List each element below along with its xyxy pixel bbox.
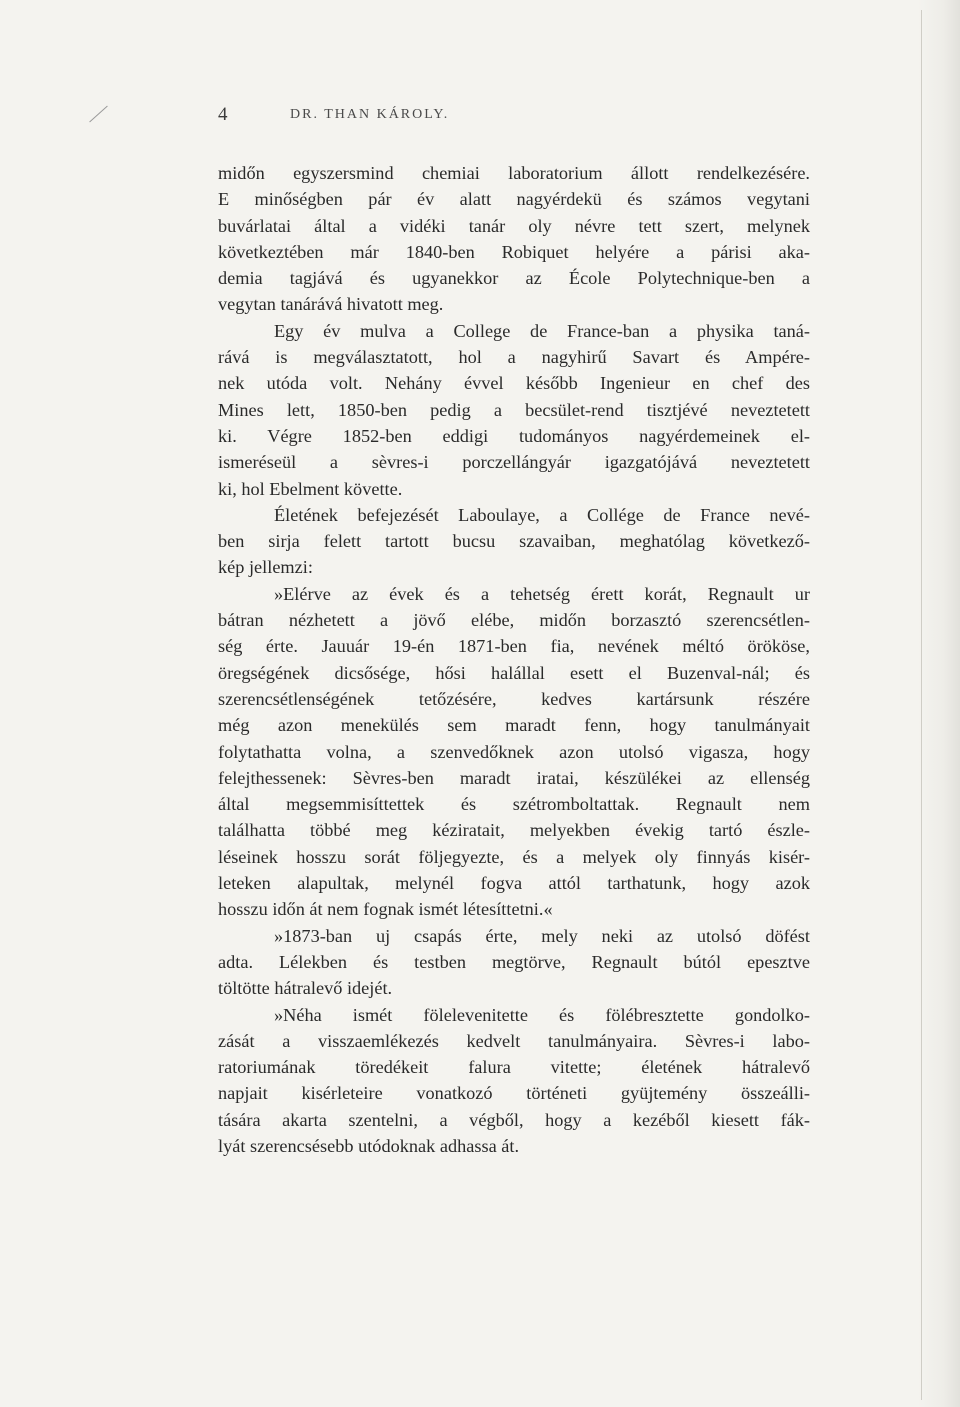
- text-line: nek utóda volt. Nehány évvel később Ingenieur en chef des: [218, 373, 810, 394]
- text-line: midőn egyszersmind chemiai laboratorium állott rendelkezésére.: [218, 163, 810, 183]
- text-line: ben sirja felett tartott bucsu szavaiban, meghatólag következő-: [218, 531, 810, 552]
- text-line: ki. Végre 1852-ben eddigi tudományos nagyérdemeinek el-: [218, 425, 810, 446]
- text-line: ki, hol Ebelment követte.: [218, 478, 403, 499]
- text-line: E minőségben pár év alatt nagyérdekü és számos vegytani: [218, 189, 810, 210]
- text-line: napjait kisérleteire vonatkozó történeti gyüjtemény összeálli-: [218, 1083, 810, 1104]
- text-line: zását a visszaemlékezés kedvelt tanulmányaira. Sèvres-i labo-: [218, 1030, 810, 1051]
- pencil-mark: [89, 106, 108, 123]
- text-line: hosszu időn át nem fognak ismét létesíttetni.«: [218, 899, 553, 920]
- text-line: következtében már 1840-ben Robiquet helyére a párisi aka-: [218, 241, 810, 262]
- text-line: kép jellemzi:: [218, 557, 313, 578]
- text-line: lyát szerencsésebb utódoknak adhassa át.: [218, 1135, 520, 1156]
- text-line: adta. Lélekben és testben megtörve, Regnault bútól epesztve: [218, 951, 810, 972]
- page-header: [218, 104, 810, 130]
- text-line: »Elérve az évek és a tehetség érett korát, Regnault ur: [274, 583, 810, 604]
- text-line: ratoriumának töredékeit falura vitette; életének hátralevő: [218, 1057, 810, 1078]
- text-line: buvárlatai által a vidéki tanár oly névre tett szert, melynek: [218, 215, 810, 236]
- text-line: szerencsétlenségének tetőzésére, kedves kartársunk részére: [218, 688, 810, 709]
- text-line: töltötte hátralevő idejét.: [218, 978, 393, 999]
- text-line: ség érte. Jauuár 19-én 1871-ben fia, nevének méltó örököse,: [218, 636, 810, 657]
- text-line: tására akarta szentelni, a végből, hogy a kezéből kiesett fák-: [218, 1109, 810, 1130]
- text-line: »1873-ban uj csapás érte, mely neki az utolsó döfést: [274, 925, 810, 946]
- text-line: »Néha ismét fölelevenitette és fölébresztette gondolko-: [274, 1004, 810, 1025]
- running-head: DR. THAN KÁROLY.: [290, 107, 450, 122]
- text-line: ismeréseül a sèvres-i porczellángyár igazgatójává neveztetett: [218, 452, 810, 473]
- body-text: [218, 160, 810, 1159]
- text-line: felejthessenek: Sèvres-ben maradt iratai, készülékei az ellenség: [218, 767, 810, 788]
- page-number: 4: [218, 104, 228, 125]
- text-line: öregségének dicsősége, hősi halállal esett el Buzenval-nál; és: [218, 662, 810, 683]
- text-line: Életének befejezését Laboulaye, a Collége de France nevé-: [274, 504, 810, 525]
- text-line: léseinek hosszu sorát följegyezte, és a melyek oly finnyás kisér-: [218, 846, 810, 867]
- text-line: Mines lett, 1850-ben pedig a becsület-rend tisztjévé neveztetett: [218, 399, 810, 420]
- page-edge: [918, 0, 960, 1407]
- text-line: rává is megválasztatott, hol a nagyhirű Savart és Ampére-: [218, 347, 810, 368]
- text-line: leteken alapultak, melynél fogva attól tarthatunk, hogy azok: [218, 873, 810, 894]
- text-line: Egy év mulva a College de France-ban a physika taná-: [274, 320, 810, 341]
- text-line: folytathatta volna, a szenvedőknek azon utolsó vigasza, hogy: [218, 741, 810, 762]
- text-line: által megsemmisíttettek és szétromboltattak. Regnault nem: [218, 794, 810, 815]
- text-line: még azon menekülés sem maradt fenn, hogy tanulmányait: [218, 715, 810, 736]
- page-edge-line: [921, 10, 922, 1400]
- text-line: vegytan tanárává hivatott meg.: [218, 294, 444, 315]
- text-line: demia tagjává és ugyanekkor az École Polytechnique-ben a: [218, 268, 810, 289]
- text-line: bátran nézhetett a jövő elébe, midőn borzasztó szerencsétlen-: [218, 610, 810, 631]
- text-line: találhatta többé meg kéziratait, melyekben évekig tartó észle-: [218, 820, 810, 841]
